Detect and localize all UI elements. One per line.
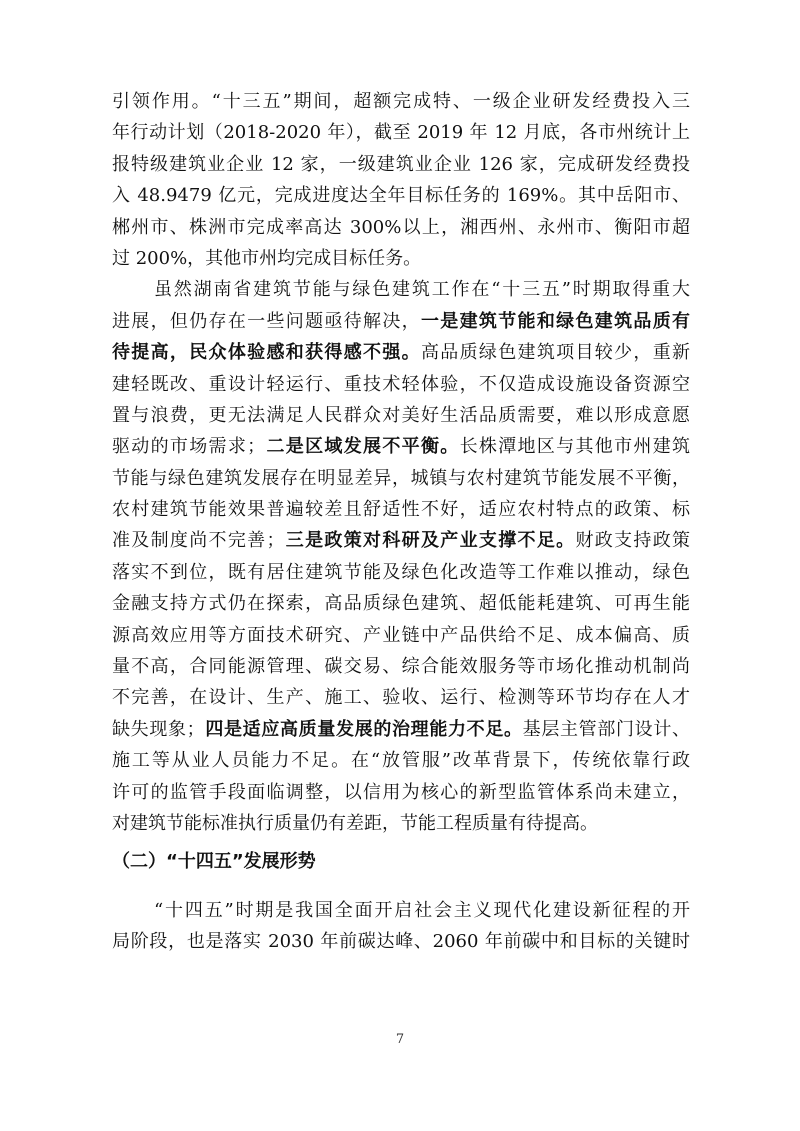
text-line: 虽然湖南省建筑节能与绿色建筑工作在“十三五”时期取得重大 (154, 279, 690, 301)
text-line: 报特级建筑业企业 12 家，一级建筑业企业 126 家，完成研发经费投 (112, 153, 690, 175)
text-line: 源高效应用等方面技术研究、产业链中产品供给不足、成本偏高、质 (112, 624, 690, 646)
text-line (112, 342, 690, 364)
text-line: 局阶段，也是落实 2030 年前碳达峰、2060 年前碳中和目标的关键时 (112, 931, 690, 953)
page-number: 7 (395, 1032, 405, 1047)
bold-text-run: 二是区域发展不平衡。 (265, 436, 460, 458)
text-line: 落实不到位，既有居住建筑节能及绿色化改造等工作难以推动，绿色 (112, 561, 690, 583)
text-run: 基层主管部门设计、 (522, 718, 691, 740)
text-line: 郴州市、株洲市完成率高达 300%以上，湘西州、永州市、衡阳市超 (112, 216, 690, 238)
text-line: 施工等从业人员能力不足。在“放管服”改革背景下，传统依靠行政 (112, 750, 690, 772)
text-run: 财政支持政策 (575, 530, 691, 552)
bold-text-run: 四是适应高质量发展的治理能力不足。 (204, 718, 523, 740)
text-line: 引领作用。“十三五”期间，超额完成特、一级企业研发经费投入三 (112, 91, 690, 112)
text-run: 高品质绿色建筑项目较少，重新 (420, 342, 691, 364)
bold-text-run: 三是政策对科研及产业支撑不足。 (284, 530, 576, 552)
text-line: “十四五”时期是我国全面开启社会主义现代化建设新征程的开 (154, 899, 690, 921)
text-line: 节能与绿色建筑发展存在明显差异，城镇与农村建筑节能发展不平衡， (112, 467, 690, 489)
text-line (112, 530, 690, 552)
text-line: 不完善，在设计、生产、施工、验收、运行、检测等环节均存在人才 (112, 687, 690, 709)
text-run: 长株潭地区与其他市州建筑 (459, 436, 691, 458)
text-line (112, 311, 690, 333)
section-heading: （二）“十四五”发展形势 (112, 850, 316, 872)
text-run: 驱动的市场需求； (112, 436, 266, 458)
bold-text-run: 待提高，民众体验感和获得感不强。 (112, 342, 421, 364)
document-page (112, 91, 690, 963)
text-run: 缺失现象； (112, 718, 205, 740)
text-run: 准及制度尚不完善； (112, 530, 285, 552)
paragraph-3 (112, 900, 690, 953)
text-line (112, 436, 690, 458)
text-line (112, 719, 690, 741)
text-line: 许可的监管手段面临调整，以信用为核心的新型监管体系尚未建立， (112, 781, 690, 803)
text-line: 农村建筑节能效果普遍较差且舒适性不好，适应农村特点的政策、标 (112, 499, 690, 521)
text-line: 入 48.9479 亿元，完成进度达全年目标任务的 169%。其中岳阳市、 (112, 185, 690, 207)
text-run: 进展，但仍存在一些问题亟待解决， (112, 310, 421, 332)
text-line: 金融支持方式仍在探索，高品质绿色建筑、超低能耗建筑、可再生能 (112, 593, 690, 615)
paragraph-2 (112, 279, 690, 835)
text-line: 过 200%，其他市州均完成目标任务。 (112, 247, 422, 269)
bold-text-run: 一是建筑节能和绿色建筑品质有 (420, 310, 691, 332)
text-line: 年行动计划（2018-2020 年），截至 2019 年 12 月底，各市州统计上 (112, 122, 690, 144)
text-line: 置与浪费，更无法满足人民群众对美好生活品质需要，难以形成意愿 (112, 404, 690, 426)
text-line: 对建筑节能标准执行质量仍有差距，节能工程质量有待提高。 (112, 812, 598, 834)
paragraph-1 (112, 91, 690, 270)
text-line: 建轻既改、重设计轻运行、重技术轻体验，不仅造成设施设备资源空 (112, 373, 690, 395)
text-line: 量不高，合同能源管理、碳交易、综合能效服务等市场化推动机制尚 (112, 656, 690, 678)
